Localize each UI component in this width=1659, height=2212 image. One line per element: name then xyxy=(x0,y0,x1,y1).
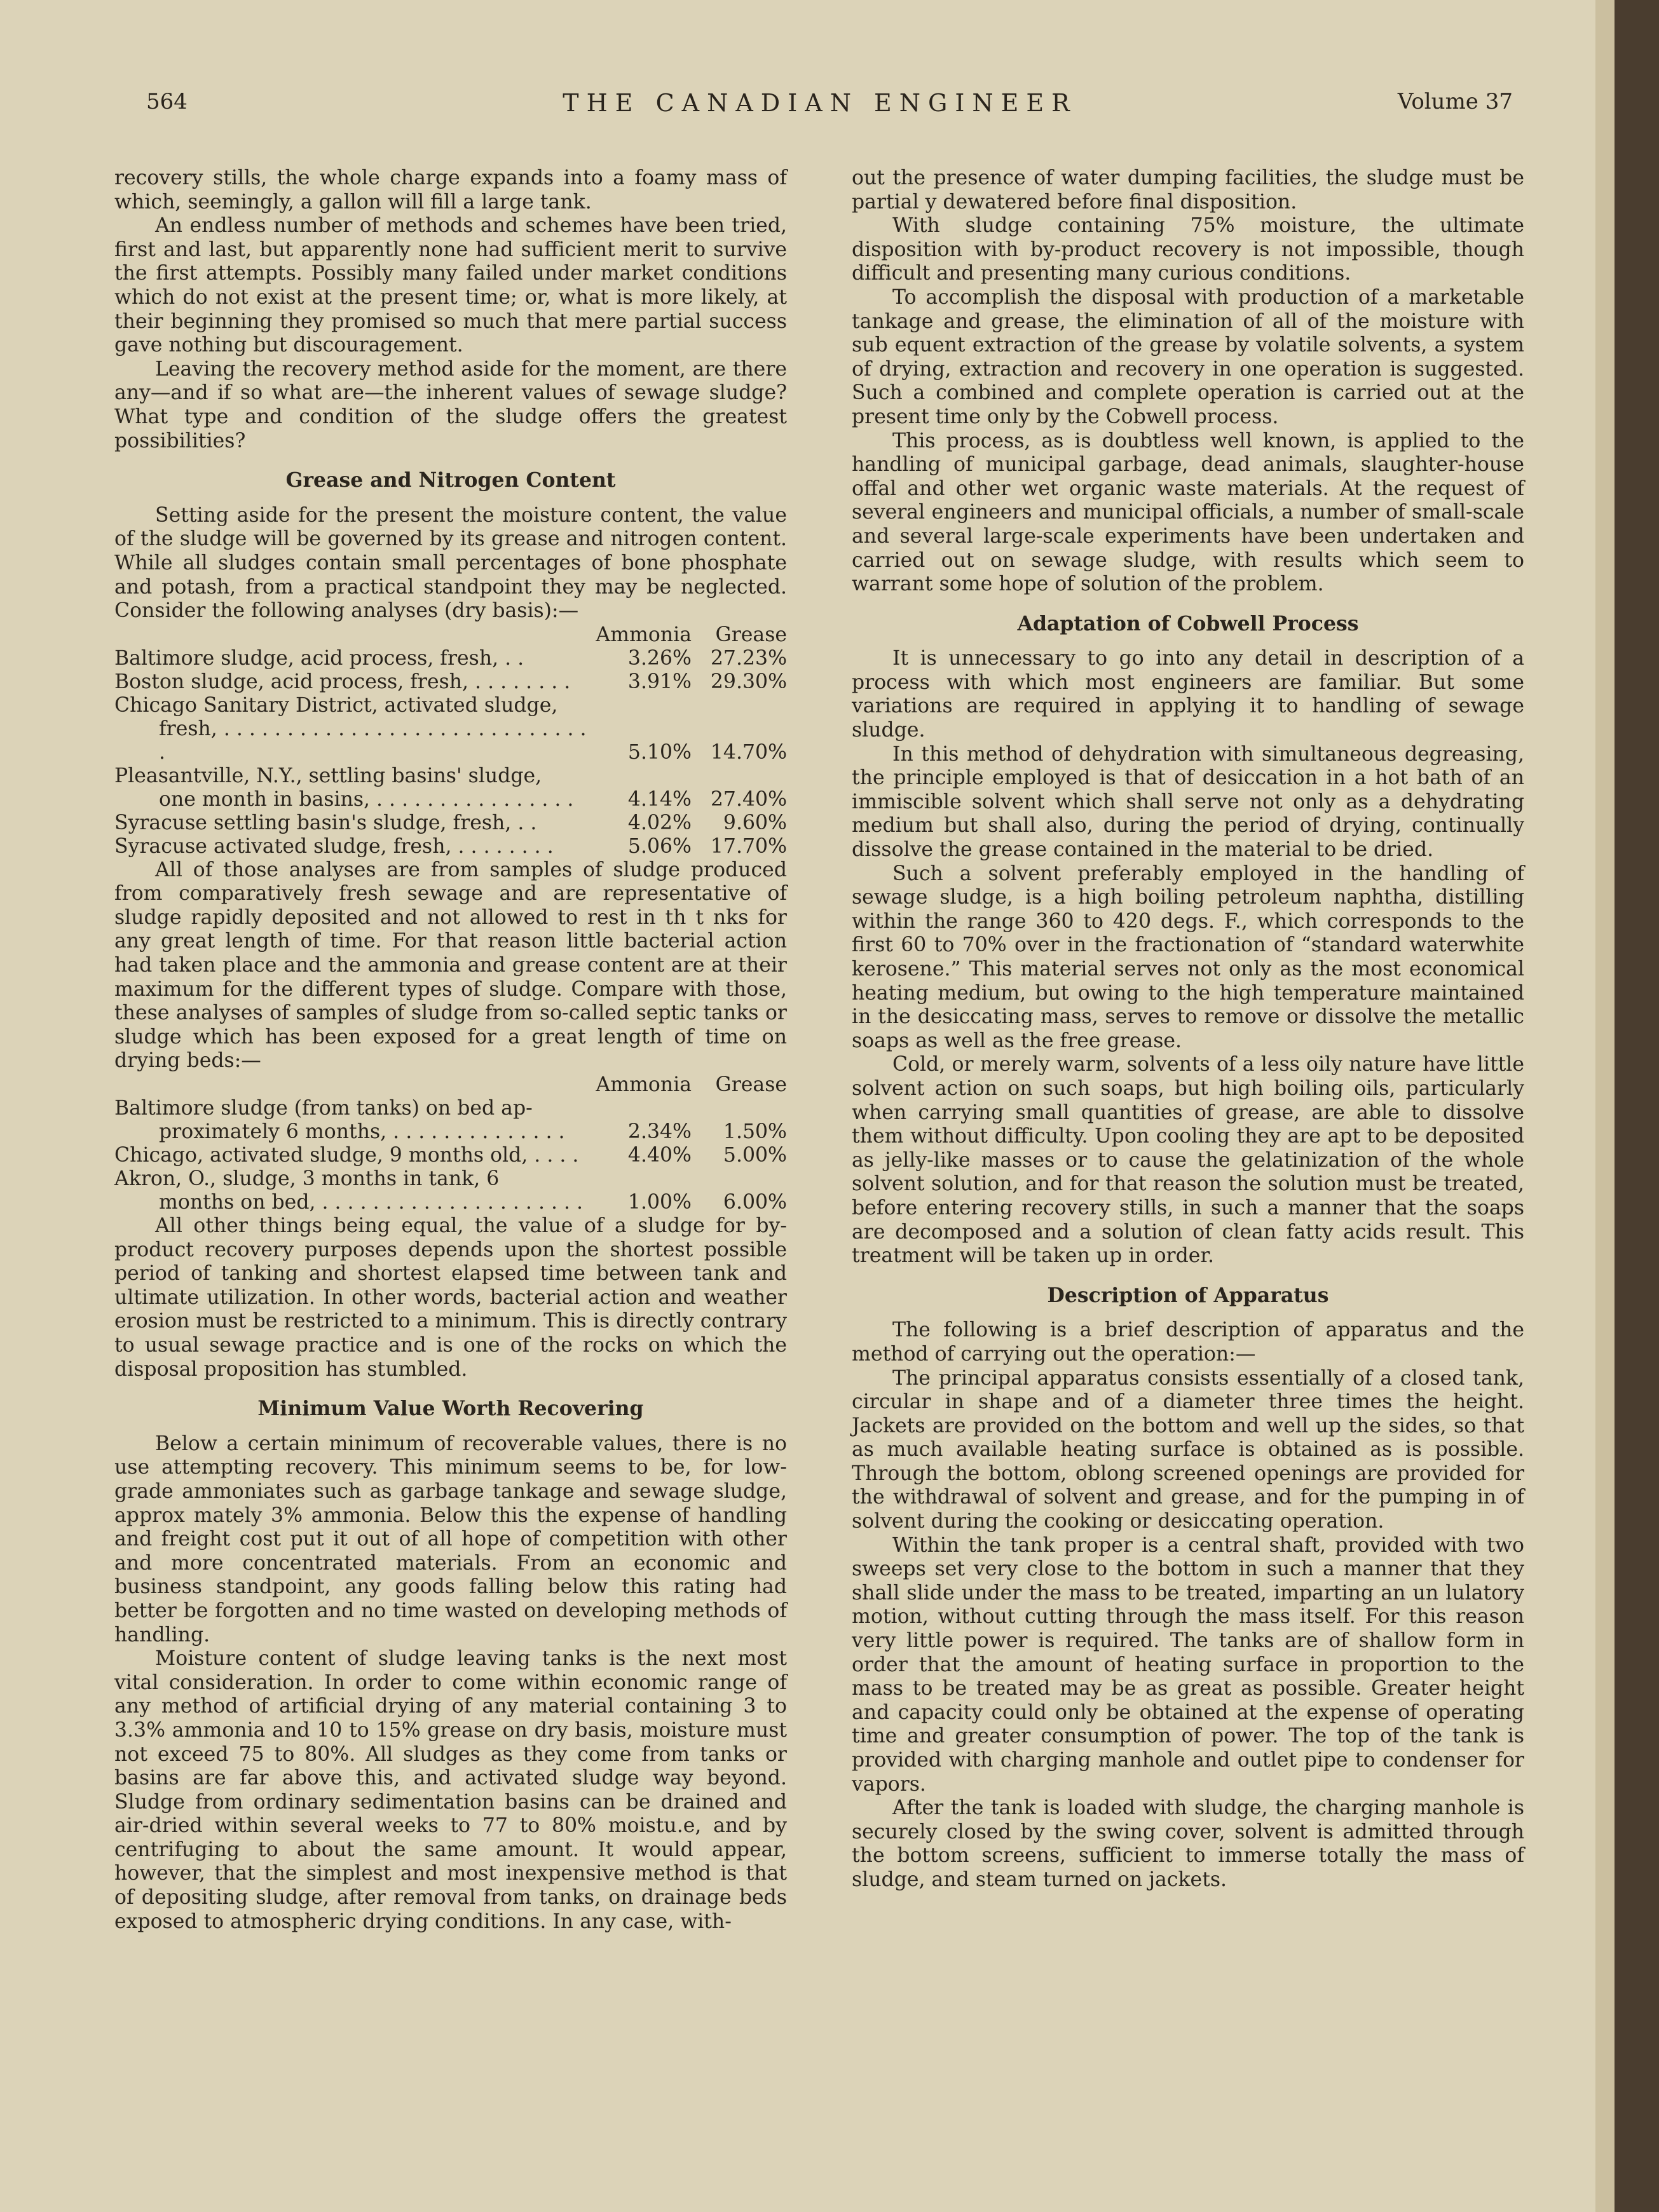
table-spacer xyxy=(114,1073,596,1097)
analysis-table-aged xyxy=(114,1073,787,1214)
table-row xyxy=(114,811,787,835)
ammonia-value xyxy=(596,1167,692,1191)
page-number: 564 xyxy=(146,89,188,114)
paragraph: Leaving the recovery method aside for the moment, are there any—and if so what are—the inherent values of sewage sludge? What type and condition of the sludge offers the greatest possibilities? xyxy=(114,357,787,452)
sample-label: Chicago, activated sludge, 9 months old, . . . . xyxy=(114,1144,579,1167)
paragraph: recovery stills, the whole charge expands into a foamy mass of which, seemingly, a gallon will fill a large tank. xyxy=(114,166,787,214)
sample-label: Chicago Sanitary District, activated sludge, xyxy=(114,693,558,717)
grease-value: 14.70% xyxy=(710,740,787,764)
paragraph: All other things being equal, the value of a sludge for by-product recovery purposes depends upon the shortest possible period of tanking and shortest elapsed time between tank and ultimate utilization. In other words, bacterial action and weather erosion must be restricted to a minimum. This is directly contrary to usual sewage practice and is one of the rocks on which the disposal proposition has stumbled. xyxy=(114,1214,787,1381)
ammonia-value: 1.00% xyxy=(627,1191,692,1214)
table-row xyxy=(114,647,787,670)
sample-label: Syracuse settling basin's sludge, fresh, . . xyxy=(114,811,537,834)
paragraph: This process, as is doubtless well known, is applied to the handling of municipal garbage, dead animals, slaughter-house offal and other wet organic waste materials. At the request of several engineers and municipal officials, a number of small-scale and several large-scale experiments have been undertaken and carried out on sewage sludge, with results which seem to warrant some hope of solution of the problem. xyxy=(852,429,1524,596)
right-column xyxy=(852,166,1524,1892)
sample-label: Boston sludge, acid process, fresh, . . . . . . . . xyxy=(114,670,571,693)
sample-label: proximately 6 months, . . . . . . . . . . . . . . xyxy=(159,1120,565,1144)
sample-label: Baltimore sludge, acid process, fresh, . . xyxy=(114,646,524,670)
table-body xyxy=(114,647,787,858)
paragraph: out the presence of water dumping facilities, the sludge must be partial y dewatered before final disposition. xyxy=(852,166,1524,214)
binding-shadow xyxy=(1595,0,1615,2212)
analysis-table-fresh xyxy=(114,623,787,858)
sample-label: fresh, . . . . . . . . . . . . . . . . . . . . . . . . . . . . . . xyxy=(159,717,587,764)
paragraph: Such a solvent preferably employed in the handling of sewage sludge, is a high boiling petroleum naphtha, distilling within the range 360 to 420 degs. F., which corresponds to the first 60 to 70% over in the fractionation of “standard waterwhite kerosene.” This material serves not only as the most economical heating medium, but owing to the high temperature maintained in the desiccating mass, serves to remove or dissolve the metallic soaps as well as the free grease. xyxy=(852,862,1524,1052)
section-heading: Grease and Nitrogen Content xyxy=(285,468,616,492)
grease-value xyxy=(692,764,787,788)
column-header-grease: Grease xyxy=(715,1073,787,1097)
table-body xyxy=(114,1097,787,1214)
binding-gutter xyxy=(1615,0,1659,2212)
sample-label: Pleasantville, N.Y., settling basins' sludge, xyxy=(114,764,542,787)
ammonia-value: 5.10% xyxy=(627,740,692,764)
grease-value xyxy=(692,1097,787,1120)
column-header-ammonia: Ammonia xyxy=(596,1073,692,1097)
journal-title: THE CANADIAN ENGINEER xyxy=(563,89,1077,117)
ammonia-value: 2.34% xyxy=(627,1120,692,1144)
grease-value: 17.70% xyxy=(710,834,787,858)
table-row xyxy=(114,1167,787,1191)
ammonia-value xyxy=(596,764,692,788)
ammonia-value: 3.26% xyxy=(627,646,692,670)
ammonia-value: 4.02% xyxy=(627,811,692,834)
grease-value: 6.00% xyxy=(723,1191,787,1214)
paragraph: In this method of dehydration with simultaneous degreasing, the principle employed is that of desiccation in a hot bath of an immiscible solvent which shall serve not only as a dehydrating medium but shall also, during the period of drying, continually dissolve the grease contained in the material to be dried. xyxy=(852,742,1524,862)
section-heading: Minimum Value Worth Recovering xyxy=(257,1397,644,1421)
ammonia-value: 4.14% xyxy=(627,787,692,811)
paragraph: Below a certain minimum of recoverable values, there is no use attempting recovery. This minimum seems to be, for low-grade ammoniates such as garbage tankage and sewage sludge, approx mately 3% ammonia. Below this the expense of handling and freight cost put it out of all hope of competition with other and more concentrated materials. From an economic and business standpoint, any goods falling below this rating had better be forgotten and no time wasted on developing methods of handling. xyxy=(114,1432,787,1646)
ammonia-value: 4.40% xyxy=(627,1144,692,1167)
column-header-ammonia: Ammonia xyxy=(596,623,692,646)
table-row xyxy=(114,717,787,764)
table-row xyxy=(114,1097,787,1120)
grease-value: 9.60% xyxy=(723,811,787,834)
section-heading: Description of Apparatus xyxy=(1047,1283,1329,1307)
sample-label: Syracuse activated sludge, fresh, . . . . . . . . xyxy=(114,834,554,858)
paragraph: Setting aside for the present the moisture content, the value of the sludge will be governed by its grease and nitrogen content. While all sludges contain small percentages of bone phosphate and potash, from a practical standpoint they may be neglected. Consider the following analyses (dry basis):— xyxy=(114,503,787,623)
table-row xyxy=(114,1144,787,1167)
table-row xyxy=(114,788,787,811)
grease-value xyxy=(692,1167,787,1191)
sample-label: months on bed, . . . . . . . . . . . . . . . . . . . . . xyxy=(159,1191,584,1214)
paragraph: Moisture content of sludge leaving tanks is the next most vital consideration. In order to come within economic range of any method of artificial drying of any material containing 3 to 3.3% ammonia and 10 to 15% grease on dry basis, moisture must not exceed 75 to 80%. All sludges as they come from tanks or basins are far above this, and activated sludge way beyond. Sludge from ordinary sedimentation basins can be drained and air-dried within several weeks to 77 to 80% moistu.e, and by centrifuging to about the same amount. It would appear, however, that the simplest and most inexpensive method is that of depositing sludge, after removal from tanks, on drainage beds exposed to atmospheric drying conditions. In any case, with- xyxy=(114,1647,787,1933)
ammonia-value: 5.06% xyxy=(627,834,692,858)
ammonia-value xyxy=(596,694,692,717)
paragraph: With sludge containing 75% moisture, the ultimate disposition with by-product recovery is not impossible, though difficult and presenting many curious conditions. xyxy=(852,214,1524,285)
table-row xyxy=(114,835,787,858)
paragraph: It is unnecessary to go into any detail in description of a process with which most engineers are familiar. But some variations are required in applying it to handling of sewage sludge. xyxy=(852,647,1524,742)
column-header-grease: Grease xyxy=(715,623,787,646)
ammonia-value: 3.91% xyxy=(627,670,692,693)
table-row xyxy=(114,764,787,788)
paragraph: Cold, or merely warm, solvents of a less oily nature have little solvent action on such soaps, but high boiling oils, particularly when carrying small quantities of grease, are able to dissolve them without difficulty. Upon cooling they are apt to be deposited as jelly-like masses or to cause the gelatinization of the whole solvent solution, and for that reason the solution must be treated, before entering recovery stills, in such a manner that the soaps are decomposed and a solution of clean fatty acids result. This treatment will be taken up in order. xyxy=(852,1053,1524,1268)
table-spacer xyxy=(114,623,596,647)
grease-value: 29.30% xyxy=(710,670,787,693)
grease-value: 5.00% xyxy=(723,1144,787,1167)
paragraph: The principal apparatus consists essentially of a closed tank, circular in shape and of a diameter three times the height. Jackets are provided on the bottom and well up the sides, so that as much available heating surface is obtained as is possible. Through the bottom, oblong screened openings are provided for the withdrawal of solvent and grease, and for the pumping in of solvent during the cooking or desiccating operation. xyxy=(852,1366,1524,1533)
grease-value: 1.50% xyxy=(723,1120,787,1144)
volume-label: Volume 37 xyxy=(1397,89,1513,114)
ammonia-value xyxy=(596,1097,692,1120)
sample-label: one month in basins, . . . . . . . . . . . . . . . . xyxy=(159,787,574,811)
table-row xyxy=(114,694,787,717)
page-header xyxy=(127,89,1513,127)
paragraph: Within the tank proper is a central shaft, provided with two sweeps set very close to the bottom in such a manner that they shall slide under the mass to be treated, imparting an un lulatory motion, without cutting through the mass itself. For this reason very little power is required. The tanks are of shallow form in order that the amount of heating surface in proportion to the mass to be treated may be as great as possible. Greater height and capacity could only be obtained at the expense of operating time and greater consumption of power. The top of the tank is provided with charging manhole and outlet pipe to condenser for vapors. xyxy=(852,1533,1524,1796)
sample-label: Akron, O., sludge, 3 months in tank, 6 xyxy=(114,1167,500,1191)
grease-value: 27.40% xyxy=(710,787,787,811)
table-row xyxy=(114,1191,787,1214)
paragraph: An endless number of methods and schemes have been tried, first and last, but apparently none had sufficient merit to survive the first attempts. Possibly many failed under market conditions which do not exist at the present time; or, what is more likely, at their beginning they promised so much that mere partial success gave nothing but discouragement. xyxy=(114,214,787,357)
table-row xyxy=(114,1120,787,1144)
grease-value xyxy=(692,694,787,717)
section-heading: Adaptation of Cobwell Process xyxy=(1017,611,1359,635)
paragraph: To accomplish the disposal with production of a marketable tankage and grease, the elimination of all of the moisture with sub equent extraction of the grease by volatile solvents, a system of drying, extraction and recovery in one operation is suggested. Such a combined and complete operation is carried out at the present time only by the Cobwell process. xyxy=(852,285,1524,428)
sample-label: Baltimore sludge (from tanks) on bed ap- xyxy=(114,1097,533,1120)
table-row xyxy=(114,670,787,694)
left-column xyxy=(114,166,787,1934)
paragraph: After the tank is loaded with sludge, the charging manhole is securely closed by the swing cover, solvent is admitted through the bottom screens, sufficient to immerse totally the mass of sludge, and steam turned on jackets. xyxy=(852,1796,1524,1891)
paragraph: The following is a brief description of apparatus and the method of carrying out the operation:— xyxy=(852,1319,1524,1366)
paragraph: All of those analyses are from samples of sludge produced from comparatively fresh sewage and are representative of sludge rapidly deposited and not allowed to rest in th t nks for any great length of time. For that reason little bacterial action had taken place and the ammonia and grease content are at their maximum for the different types of sludge. Compare with those, these analyses of samples of sludge from so-called septic tanks or sludge which has been exposed for a great length of time on drying beds:— xyxy=(114,858,787,1073)
grease-value: 27.23% xyxy=(710,646,787,670)
